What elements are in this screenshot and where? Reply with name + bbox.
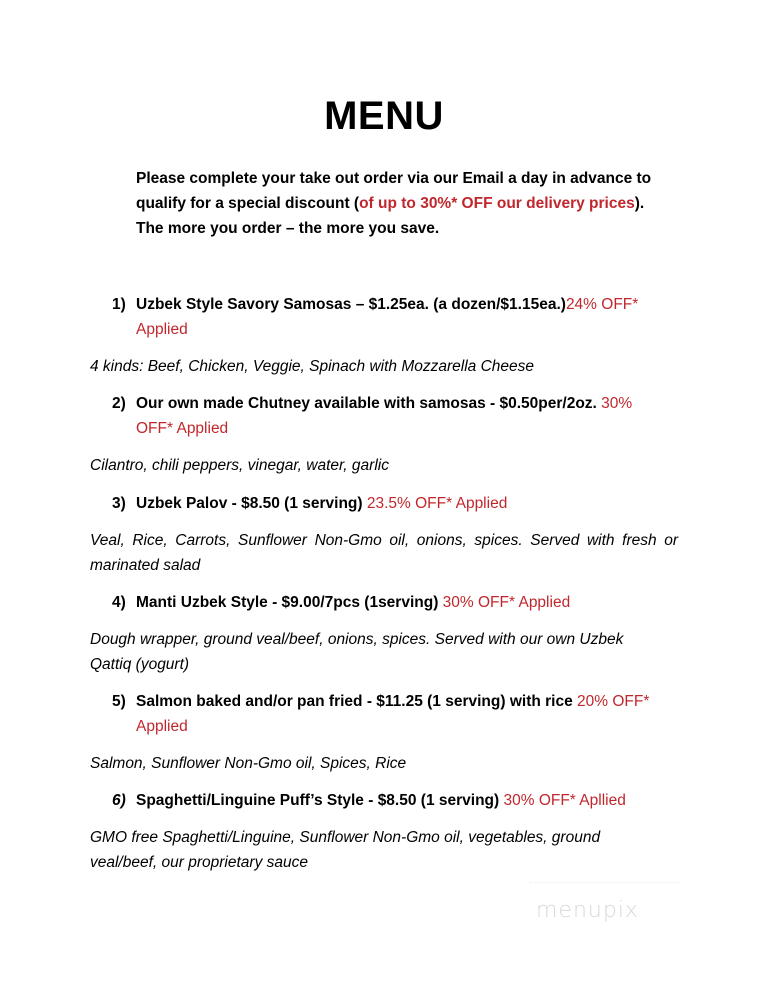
item-discount: 20% OFF* Applied (136, 693, 650, 735)
item-description: Cilantro, chili peppers, vinegar, water, garlic (90, 457, 389, 474)
intro-paragraph (136, 166, 676, 241)
menu-item-5 (112, 689, 672, 739)
item-name: Salmon baked and/or pan fried - $11.25 (1 serving) with rice (136, 693, 578, 710)
item-description: Dough wrapper, ground veal/beef, onions, spices. Served with our own Uzbek Qattiq (yogurt) (90, 631, 624, 673)
item-discount: 24% OFF* Applied (136, 296, 639, 338)
menu-item-3 (112, 491, 672, 516)
page-title: MENU (324, 94, 444, 138)
watermark-logo: menupix (536, 898, 639, 923)
item-name: Spaghetti/Linguine Puff’s Style - $8.50 (1 serving) (136, 792, 504, 809)
item-discount: 23.5% OFF* Applied (366, 495, 508, 512)
item-number: 2) (112, 395, 126, 412)
item-description: Salmon, Sunflower Non-Gmo oil, Spices, Rice (90, 755, 407, 772)
intro-text-after: ). The more you order – the more you save. (136, 195, 645, 237)
item-name: Uzbek Style Savory Samosas – $1.25ea. (a dozen/$1.15ea.) (136, 296, 566, 313)
intro-text-before: Please complete your take out order via our Email a day in advance to qualify for a special discount ( (136, 170, 652, 212)
menu-item-6 (112, 788, 672, 813)
item-name: Our own made Chutney available with samosas - $0.50per/2oz. (136, 395, 602, 412)
item-description: GMO free Spaghetti/Linguine, Sunflower Non-Gmo oil, vegetables, ground veal/beef, our proprietary sauce (90, 829, 601, 871)
item-discount: 30% OFF* Apllied (503, 792, 626, 809)
item-number: 3) (112, 495, 126, 512)
intro-discount-highlight: of up to 30%* OFF our delivery prices (359, 195, 635, 212)
item-name: Manti Uzbek Style - $9.00/7pcs (1serving) (136, 594, 443, 611)
item-number: 4) (112, 594, 126, 611)
item-name: Uzbek Palov - $8.50 (1 serving) (136, 495, 367, 512)
item-number: 1) (112, 296, 126, 313)
menu-item-4 (112, 590, 672, 615)
menu-item-1 (112, 292, 672, 342)
item-discount: 30% OFF* Applied (442, 594, 571, 611)
item-description: 4 kinds: Beef, Chicken, Veggie, Spinach with Mozzarella Cheese (90, 358, 534, 375)
item-description: Veal, Rice, Carrots, Sunflower Non-Gmo oil, onions, spices. Served with fresh or marinated salad (90, 532, 678, 574)
item-discount: 30% OFF* Applied (136, 395, 633, 437)
item-number: 6) (112, 792, 126, 809)
watermark-decoration (530, 882, 680, 889)
menu-item-2 (112, 391, 672, 441)
item-number: 5) (112, 693, 126, 710)
